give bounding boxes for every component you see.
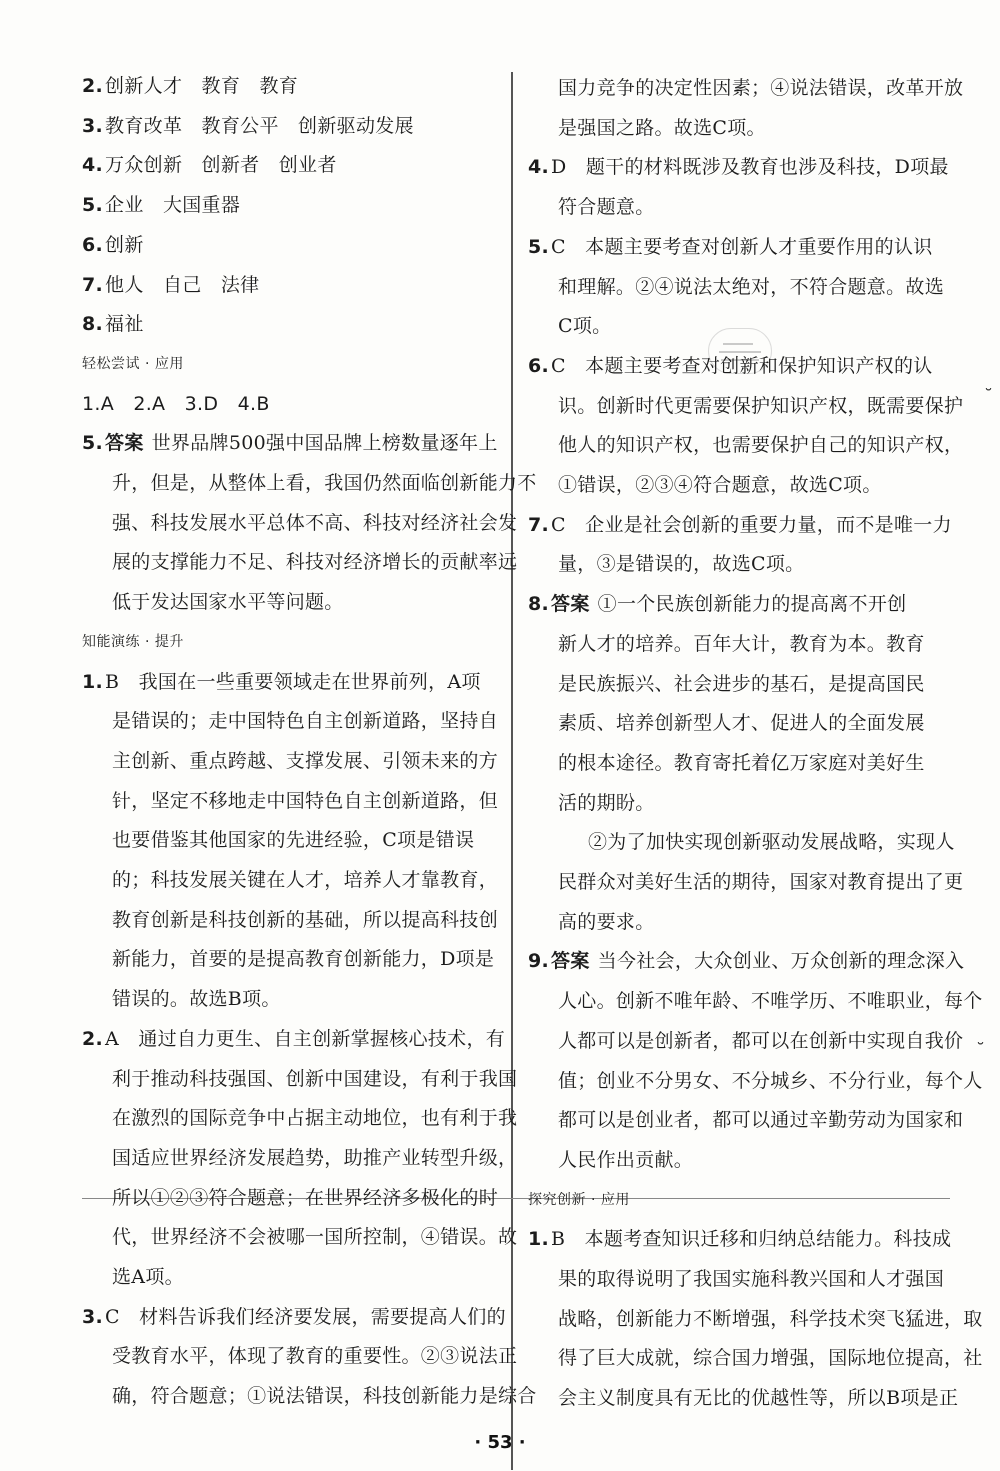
- answer-text-line: [588, 830, 955, 854]
- line-text: 教育改革 教育公平 创新驱动发展: [105, 114, 414, 137]
- line-text: 展的支撑能力不足、科技对经济增长的贡献率远: [112, 551, 518, 574]
- line-text: 高的要求。: [558, 910, 655, 933]
- line-text: 他人的知识产权，也需要保护自己的知识产权，: [558, 434, 964, 457]
- line-text: 是强国之路。故选C项。: [558, 116, 766, 139]
- answer-text-line: [112, 1344, 517, 1368]
- answer-item: [82, 114, 414, 138]
- answer-text-line: [558, 910, 655, 934]
- answer-text-line: [82, 392, 270, 416]
- line-text: 国力竞争的决定性因素；④说法错误，改革开放: [558, 77, 964, 99]
- item-number: 8.: [82, 313, 104, 336]
- answer-text-line: [112, 1106, 517, 1130]
- line-text: 果的取得说明了我国实施科教兴国和人才强国: [558, 1268, 945, 1290]
- page-number: · 53 ·: [474, 1432, 526, 1453]
- line-text: 新人才的培养。百年大计，教育为本。教育: [558, 632, 925, 655]
- line-text: 针，坚定不移地走中国特色自主创新道路，但: [112, 789, 499, 812]
- item-number: 9.: [528, 950, 550, 973]
- answer-text-line: [558, 989, 983, 1013]
- line-text: 人心。创新不唯年龄、不唯学历、不唯职业，每个: [558, 990, 983, 1013]
- answer-text-line: [558, 632, 925, 656]
- line-text: 是错误的；走中国特色自主创新道路，坚持自: [112, 710, 499, 733]
- answer-text-line: [558, 1069, 983, 1093]
- item-number: 5.: [82, 194, 104, 217]
- line-text: 和理解。②④说法太绝对，不符合题意。故选: [558, 275, 945, 298]
- answer-text-line: [558, 1108, 963, 1132]
- line-text: 利于推动科技强国、创新中国建设，有利于我国: [112, 1067, 518, 1090]
- answer-item: [82, 153, 337, 177]
- line-text: 也要借鉴其他国家的先进经验，C项是错误: [112, 829, 475, 852]
- line-text: 当今社会，大众创业、万众创新的理念深入: [597, 950, 965, 973]
- answer-item: [528, 354, 933, 378]
- answer-text-line: [558, 870, 963, 894]
- item-number: 4.: [82, 154, 104, 177]
- line-text: 升，但是，从整体上看，我国仍然面临创新能力不: [112, 472, 537, 494]
- line-text: 值；创业不分男女、不分城乡、不分行业，每个人: [558, 1069, 983, 1092]
- answer-item: [82, 273, 259, 297]
- answer-text-line: [558, 1346, 983, 1370]
- answer-text-line: [112, 749, 498, 773]
- answer-text-line: [112, 1225, 517, 1249]
- answer-item: [528, 155, 949, 179]
- line-text: B 我国在一些重要领域走在世界前列，A项: [105, 670, 481, 693]
- item-number: 6.: [528, 354, 550, 377]
- answer-text-line: [112, 947, 494, 971]
- answer-text-line: [112, 828, 474, 852]
- margin-mark: ˘: [976, 1040, 985, 1061]
- line-text: 的根本途径。教育寄托着亿万家庭对美好生: [558, 751, 925, 774]
- section-heading: 知能演练 · 提升: [82, 633, 184, 650]
- answer-item: [528, 592, 906, 616]
- line-text: 代，世界经济不会被哪一国所控制，④错误。故: [112, 1226, 518, 1249]
- line-text: 主创新、重点跨越、支撑发展、引领未来的方: [112, 749, 499, 772]
- line-text: 错误的。故选B项。: [112, 988, 281, 1011]
- line-text: 低于发达国家水平等问题。: [112, 591, 344, 614]
- answer-item: [82, 233, 144, 257]
- answer-item: [528, 513, 952, 537]
- answer-item: [82, 1305, 506, 1329]
- answer-text-line: [558, 275, 944, 299]
- answer-text-line: [112, 868, 498, 892]
- line-text: ①错误，②③④符合题意，故选C项。: [558, 474, 882, 496]
- line-text: C 本题主要考查对创新和保护知识产权的认: [551, 354, 933, 377]
- item-number: 1.: [528, 1228, 550, 1251]
- line-text: 人都可以是创新者，都可以在创新中实现自我价: [558, 1029, 964, 1052]
- item-number: 6.: [82, 233, 104, 256]
- answer-text-line: [112, 1186, 498, 1210]
- item-number: 4.: [528, 156, 550, 179]
- answer-item: [82, 1027, 505, 1051]
- answer-text-line: [112, 908, 498, 932]
- answer-text-line: [558, 791, 655, 815]
- line-text: C项。: [558, 315, 612, 338]
- line-text: ①一个民族创新能力的提高离不开创: [597, 593, 907, 616]
- line-text: C 本题主要考查对创新人才重要作用的认识: [551, 235, 933, 258]
- line-text: 符合题意。: [558, 196, 655, 219]
- item-number: 1.: [82, 670, 104, 693]
- item-number: 3.: [82, 1305, 104, 1328]
- line-text: 是民族振兴、社会进步的基石，是提高国民: [558, 672, 925, 695]
- item-number: 3.: [82, 114, 104, 137]
- answer-item: [528, 235, 933, 259]
- answer-item: [528, 1227, 951, 1251]
- answer-text-line: [112, 471, 537, 495]
- answer-text-line: [558, 195, 655, 219]
- answer-text-line: [112, 590, 344, 614]
- line-text: D 题干的材料既涉及教育也涉及科技，D项最: [551, 156, 949, 179]
- line-text: 活的期盼。: [558, 791, 655, 814]
- answer-item: [528, 949, 964, 973]
- answer-text-line: [558, 433, 963, 457]
- margin-mark: ˘: [984, 386, 993, 407]
- line-text: 会主义制度具有无比的优越性等，所以B项是正: [558, 1387, 959, 1410]
- line-text: 选A项。: [112, 1266, 184, 1288]
- line-text: 创新人才 教育 教育: [105, 75, 299, 97]
- answer-text-line: [112, 1067, 517, 1091]
- item-number: 7.: [82, 273, 104, 296]
- answer-text-line: [558, 314, 611, 338]
- answer-text-line: [112, 511, 517, 535]
- line-text: ②为了加快实现创新驱动发展战略，实现人: [588, 831, 955, 854]
- answer-text-line: [112, 1384, 537, 1408]
- answer-item: [82, 193, 240, 217]
- item-number: 5.: [528, 235, 550, 258]
- answer-text-line: [112, 789, 498, 813]
- answer-text-line: [558, 1148, 693, 1172]
- item-number: 8.: [528, 593, 550, 616]
- line-text: C 企业是社会创新的重要力量，而不是唯一力: [551, 513, 952, 536]
- answer-text-line: [558, 1029, 963, 1053]
- answer-text-line: [558, 711, 925, 735]
- answer-text-line: [112, 987, 281, 1011]
- answer-text-line: [558, 1267, 944, 1291]
- line-text: 识。创新时代更需要保护知识产权，既需要保护: [558, 394, 964, 417]
- answer-item: [82, 431, 498, 455]
- line-text: A 通过自力更生、自主创新掌握核心技术，有: [105, 1027, 506, 1050]
- line-text: 新能力，首要的是提高教育创新能力，D项是: [112, 948, 495, 971]
- section-heading: 轻松尝试 · 应用: [82, 355, 184, 372]
- line-text: 人民作出贡献。: [558, 1148, 694, 1171]
- line-text: 得了巨大成就，综合国力增强，国际地位提高，社: [558, 1347, 983, 1370]
- line-text: 万众创新 创新者 创业者: [105, 154, 337, 177]
- line-text: 在激烈的国际竞争中占据主动地位，也有利于我: [112, 1107, 518, 1130]
- answer-text-line: [112, 1265, 184, 1289]
- line-text: 国适应世界经济发展趋势，助推产业转型升级，: [112, 1146, 518, 1169]
- line-text: 的；科技发展关键在人才，培养人才靠教育，: [112, 869, 499, 891]
- line-text: B 本题考查知识迁移和归纳总结能力。科技成: [551, 1228, 952, 1251]
- line-text: 教育创新是科技创新的基础，所以提高科技创: [112, 908, 499, 931]
- line-text: 所以①②③符合题意；在世界经济多极化的时: [112, 1186, 499, 1209]
- line-text: 素质、培养创新型人才、促进人的全面发展: [558, 712, 925, 735]
- line-text: 确，符合题意；①说法错误，科技创新能力是综合: [112, 1385, 537, 1408]
- answer-text-line: [558, 76, 963, 100]
- line-text: C 材料告诉我们经济要发展，需要提高人们的: [105, 1305, 506, 1328]
- answer-keyword: 答案: [551, 950, 590, 973]
- answer-text-line: [558, 672, 925, 696]
- line-text: 福祉: [105, 313, 144, 336]
- answer-text-line: [558, 394, 963, 418]
- line-text: 受教育水平，体现了教育的重要性。②③说法正: [112, 1345, 518, 1368]
- answer-keyword: 答案: [551, 593, 590, 616]
- answer-item: [82, 74, 298, 98]
- answer-keyword: 答案: [105, 432, 144, 455]
- section-heading: 探究创新 · 应用: [528, 1191, 630, 1208]
- line-text: 强、科技发展水平总体不高、科技对经济社会发: [112, 511, 518, 534]
- line-text: 他人 自己 法律: [105, 273, 260, 296]
- answer-text-line: [558, 751, 925, 775]
- answer-text-line: [112, 709, 498, 733]
- item-number: 5.: [82, 432, 104, 455]
- line-text: 量，③是错误的，故选C项。: [558, 553, 805, 576]
- line-text: 创新: [105, 233, 144, 256]
- column-divider: [511, 72, 513, 1470]
- answer-text-line: [558, 1307, 983, 1331]
- item-number: 7.: [528, 513, 550, 536]
- answer-text-line: [112, 1146, 517, 1170]
- line-text: 战略，创新能力不断增强，科学技术突飞猛进，取: [558, 1307, 983, 1330]
- line-text: 1.A 2.A 3.D 4.B: [82, 392, 270, 415]
- answer-text-line: [558, 116, 766, 140]
- answer-text-line: [558, 473, 882, 497]
- answer-item: [82, 312, 144, 336]
- line-text: 世界品牌500强中国品牌上榜数量逐年上: [151, 432, 498, 455]
- answer-item: [82, 670, 481, 694]
- answer-text-line: [558, 1386, 958, 1410]
- answer-text-line: [558, 552, 804, 576]
- line-text: 都可以是创业者，都可以通过辛勤劳动为国家和: [558, 1109, 964, 1132]
- line-text: 民群众对美好生活的期待，国家对教育提出了更: [558, 871, 964, 893]
- item-number: 2.: [82, 75, 104, 97]
- item-number: 2.: [82, 1027, 104, 1050]
- line-text: 企业 大国重器: [105, 194, 241, 217]
- answer-text-line: [112, 550, 517, 574]
